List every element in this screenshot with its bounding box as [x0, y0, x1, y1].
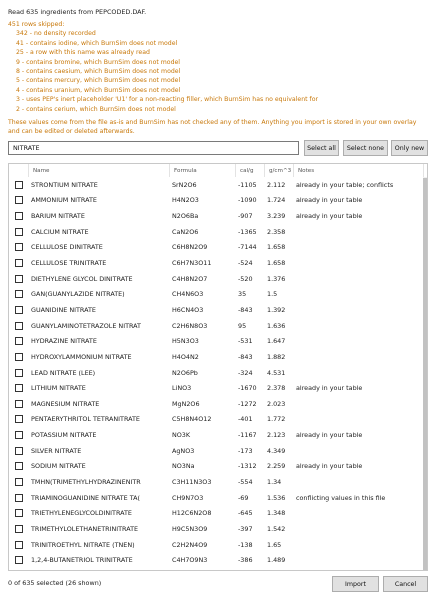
column-header-notes[interactable]: Notes	[294, 164, 424, 177]
cell-formula: SrN2O6	[172, 180, 197, 189]
cell-density: 1.882	[267, 352, 286, 361]
table-row[interactable]	[9, 490, 427, 506]
table-row[interactable]	[9, 318, 427, 334]
row-check-cell	[9, 337, 29, 345]
cell-density: 2.378	[267, 384, 286, 393]
cell-density: 2.259	[267, 462, 286, 471]
cell-name: GUANIDINE NITRATE	[31, 305, 96, 314]
cell-name: GAN(GUANYLAZIDE NITRATE)	[31, 290, 125, 299]
row-check-cell	[9, 447, 29, 455]
table-row[interactable]	[9, 365, 427, 381]
cell-cal: -397	[238, 524, 253, 533]
select-none-button[interactable]: Select none	[343, 140, 388, 156]
row-checkbox[interactable]	[15, 384, 23, 392]
cell-density: 1.65	[267, 540, 282, 549]
only-new-button[interactable]: Only new	[391, 140, 428, 156]
cell-cal: -401	[238, 415, 253, 424]
cell-cal: -1090	[238, 196, 257, 205]
cell-cal: -1670	[238, 384, 257, 393]
table-row[interactable]	[9, 286, 427, 302]
cell-name: SILVER NITRATE	[31, 446, 82, 455]
table-row[interactable]	[9, 208, 427, 224]
cell-formula: C3H11N3O3	[172, 477, 212, 486]
table-header	[9, 164, 427, 177]
cell-cal: -7144	[238, 243, 257, 252]
cell-cal: -1272	[238, 399, 257, 408]
cell-formula: MgN2O6	[172, 399, 200, 408]
cell-cal: -173	[238, 446, 253, 455]
row-checkbox[interactable]	[15, 478, 23, 486]
cell-density: 1.658	[267, 259, 286, 268]
cell-formula: AgNO3	[172, 446, 195, 455]
table-row[interactable]	[9, 552, 427, 568]
row-check-cell	[9, 353, 29, 361]
cell-name: TRIMETHYLOLETHANETRINITRATE	[31, 524, 139, 533]
cell-formula: H6CN4O3	[172, 305, 204, 314]
row-check-cell	[9, 478, 29, 486]
cell-name: AMMONIUM NITRATE	[31, 196, 97, 205]
log-line: 41 - contains iodine, which BurnSim does not model	[16, 39, 178, 47]
row-checkbox[interactable]	[15, 322, 23, 330]
row-check-cell	[9, 306, 29, 314]
cell-cal: -843	[238, 305, 253, 314]
cell-cal: 35	[238, 290, 247, 299]
cell-notes: already in your table	[296, 462, 363, 471]
cell-cal: 95	[238, 321, 247, 330]
cell-cal: -1365	[238, 227, 257, 236]
cell-density: 1.772	[267, 415, 286, 424]
cell-density: 1.392	[267, 305, 286, 314]
selection-status: 0 of 635 selected (26 shown)	[8, 579, 102, 587]
table-row[interactable]	[9, 505, 427, 521]
cell-cal: -520	[238, 274, 253, 283]
cell-cal: -843	[238, 352, 253, 361]
cell-name: CELLULOSE DINITRATE	[31, 243, 103, 252]
cell-density: 4.349	[267, 446, 286, 455]
cell-cal: -907	[238, 212, 253, 221]
row-checkbox[interactable]	[15, 275, 23, 283]
cell-cal: -645	[238, 509, 253, 518]
cell-cal: -324	[238, 368, 253, 377]
cell-formula: CaN2O6	[172, 227, 199, 236]
cell-cal: -386	[238, 556, 253, 565]
ingredient-table	[8, 163, 428, 571]
table-row[interactable]	[9, 177, 427, 193]
cell-name: TRINITROETHYL NITRATE (TNEN)	[31, 540, 135, 549]
table-row[interactable]	[9, 427, 427, 443]
log-line: 4 - contains uranium, which BurnSim does not model	[16, 86, 181, 94]
cell-notes: conflicting values in this file	[296, 493, 386, 502]
table-row[interactable]	[9, 224, 427, 240]
cell-formula: C6H8N2O9	[172, 243, 208, 252]
table-row[interactable]	[9, 521, 427, 537]
row-checkbox[interactable]	[15, 431, 23, 439]
cell-notes: already in your table	[296, 384, 363, 393]
cell-density: 1.542	[267, 524, 286, 533]
cell-name: GUANYLAMINOTETRAZOLE NITRAT	[31, 321, 141, 330]
cell-density: 3.239	[267, 212, 286, 221]
row-checkbox[interactable]	[15, 541, 23, 549]
cell-name: 1,2,4-BUTANETRIOL TRINITRATE	[31, 556, 133, 565]
row-check-cell	[9, 228, 29, 236]
cell-name: DIETHYLENE GLYCOL DINITRATE	[31, 274, 133, 283]
cell-formula: C2H6N8O3	[172, 321, 208, 330]
table-row[interactable]	[9, 537, 427, 553]
table-row[interactable]	[9, 459, 427, 475]
table-body	[9, 177, 427, 568]
row-checkbox[interactable]	[15, 353, 23, 361]
table-row[interactable]	[9, 302, 427, 318]
cell-name: BARIUM NITRATE	[31, 212, 85, 221]
intro-text: Read 635 ingredients from PEPCODED.DAF.	[8, 8, 147, 16]
row-check-cell	[9, 415, 29, 423]
log-line: 3 - uses PEP's inert placeholder 'U1' for a non-reacting filler, which BurnSim has no equivalent for	[16, 96, 319, 104]
cell-formula: C6H7N3O11	[172, 259, 212, 268]
cancel-button[interactable]: Cancel	[383, 576, 428, 592]
row-check-cell	[9, 541, 29, 549]
table-row[interactable]	[9, 333, 427, 349]
select-all-button[interactable]: Select all	[304, 140, 339, 156]
cell-name: PENTAERYTHRITOL TETRANITRATE	[31, 415, 140, 424]
cell-density: 1.34	[267, 477, 282, 486]
table-row[interactable]	[9, 396, 427, 412]
cell-formula: N2O6Pb	[172, 368, 198, 377]
cell-density: 2.112	[267, 180, 286, 189]
row-check-cell	[9, 494, 29, 502]
row-check-cell	[9, 556, 29, 564]
row-checkbox[interactable]	[15, 181, 23, 189]
cell-formula: H4N2O3	[172, 196, 199, 205]
row-checkbox[interactable]	[15, 290, 23, 298]
log-line: 5 - contains mercury, which BurnSim does not model	[16, 77, 181, 85]
cell-name: LEAD NITRATE (LEE)	[31, 368, 96, 377]
import-button[interactable]: Import	[332, 576, 379, 592]
row-check-cell	[9, 212, 29, 220]
row-check-cell	[9, 431, 29, 439]
cell-density: 2.358	[267, 227, 286, 236]
cell-cal: -531	[238, 337, 253, 346]
table-row[interactable]	[9, 443, 427, 459]
table-row[interactable]	[9, 349, 427, 365]
scrollbar-thumb[interactable]	[423, 178, 427, 570]
cell-name: HYDROXYLAMMONIUM NITRATE	[31, 352, 132, 361]
row-check-cell	[9, 462, 29, 470]
cell-density: 2.123	[267, 431, 286, 440]
row-checkbox[interactable]	[15, 494, 23, 502]
row-check-cell	[9, 509, 29, 517]
table-row[interactable]	[9, 271, 427, 287]
header-check	[9, 164, 29, 177]
cell-name: CALCIUM NITRATE	[31, 227, 89, 236]
cell-cal: -554	[238, 477, 253, 486]
cell-name: STRONTIUM NITRATE	[31, 180, 98, 189]
cell-density: 1.658	[267, 243, 286, 252]
cell-formula: H4O4N2	[172, 352, 199, 361]
row-checkbox[interactable]	[15, 415, 23, 423]
cell-density: 1.536	[267, 493, 286, 502]
cell-cal: -69	[238, 493, 249, 502]
row-checkbox[interactable]	[15, 228, 23, 236]
log-line: 2 - contains cerium, which BurnSim does not model	[16, 105, 176, 113]
cell-density: 1.376	[267, 274, 286, 283]
cell-cal: -138	[238, 540, 253, 549]
log-line: 9 - contains bromine, which BurnSim does not model	[16, 58, 181, 66]
row-check-cell	[9, 322, 29, 330]
cell-density: 1.647	[267, 337, 286, 346]
row-checkbox[interactable]	[15, 462, 23, 470]
log-line: 8 - contains caesium, which BurnSim does not model	[16, 68, 181, 76]
cell-density: 2.023	[267, 399, 286, 408]
cell-name: TRIETHYLENEGLYCOLDINITRATE	[31, 509, 132, 518]
cell-density: 1.636	[267, 321, 286, 330]
row-check-cell	[9, 243, 29, 251]
row-check-cell	[9, 181, 29, 189]
log-line: 342 - no density recorded	[16, 30, 96, 38]
cell-formula: C4H7O9N3	[172, 556, 208, 565]
row-checkbox[interactable]	[15, 337, 23, 345]
filter-input[interactable]	[8, 141, 299, 155]
table-row[interactable]	[9, 412, 427, 428]
cell-cal: -1167	[238, 431, 257, 440]
row-check-cell	[9, 400, 29, 408]
cell-formula: H12C6N2O8	[172, 509, 212, 518]
cell-notes: already in your table; conflicts	[296, 180, 394, 189]
row-checkbox[interactable]	[15, 525, 23, 533]
column-header-formula[interactable]: Formula	[170, 164, 236, 177]
cell-formula: C5H8N4O12	[172, 415, 212, 424]
cell-name: MAGNESIUM NITRATE	[31, 399, 100, 408]
column-header-cal[interactable]: cal/g	[236, 164, 265, 177]
log-line: 25 - a row with this name was already read	[16, 49, 150, 57]
cell-cal: -1312	[238, 462, 257, 471]
row-checkbox[interactable]	[15, 306, 23, 314]
cell-name: SODIUM NITRATE	[31, 462, 86, 471]
row-checkbox[interactable]	[15, 447, 23, 455]
row-checkbox[interactable]	[15, 212, 23, 220]
row-check-cell	[9, 259, 29, 267]
row-checkbox[interactable]	[15, 556, 23, 564]
cell-formula: C4H8N2O7	[172, 274, 208, 283]
cell-density: 1.724	[267, 196, 286, 205]
cell-name: TMHN(TRIMETHYLHYDRAZINENITR	[31, 477, 141, 486]
row-checkbox[interactable]	[15, 400, 23, 408]
row-check-cell	[9, 196, 29, 204]
table-row[interactable]	[9, 474, 427, 490]
cell-formula: LiNO3	[172, 384, 192, 393]
skip-log	[8, 20, 425, 113]
cell-formula: C2H2N4O9	[172, 540, 208, 549]
warning-text: These values come from the file as-is and BurnSim has not checked any of them. Anything you import is stored in your own overlay and can be edited or deleted afterwards.	[8, 119, 417, 136]
cell-formula: H9C5N3O9	[172, 524, 208, 533]
column-header-density[interactable]: g/cm^3	[265, 164, 294, 177]
log-line: 451 rows skipped:	[8, 21, 65, 28]
cell-name: POTASSIUM NITRATE	[31, 431, 97, 440]
cell-notes: already in your table	[296, 196, 363, 205]
column-header-name[interactable]: Name	[29, 164, 170, 177]
cell-notes: already in your table	[296, 431, 363, 440]
table-row[interactable]	[9, 193, 427, 209]
row-check-cell	[9, 384, 29, 392]
cell-formula: N2O6Ba	[172, 212, 199, 221]
cell-cal: -524	[238, 259, 253, 268]
row-check-cell	[9, 275, 29, 283]
row-checkbox[interactable]	[15, 196, 23, 204]
cell-density: 1.348	[267, 509, 286, 518]
cell-name: LITHIUM NITRATE	[31, 384, 86, 393]
cell-formula: NO3Na	[172, 462, 195, 471]
row-checkbox[interactable]	[15, 369, 23, 377]
cell-formula: H5N3O3	[172, 337, 199, 346]
table-row[interactable]	[9, 240, 427, 256]
row-checkbox[interactable]	[15, 259, 23, 267]
row-checkbox[interactable]	[15, 509, 23, 517]
row-checkbox[interactable]	[15, 243, 23, 251]
cell-formula: CH9N7O3	[172, 493, 204, 502]
row-check-cell	[9, 290, 29, 298]
cell-density: 1.5	[267, 290, 278, 299]
cell-name: HYDRAZINE NITRATE	[31, 337, 97, 346]
cell-formula: CH4N6O3	[172, 290, 204, 299]
cell-density: 4.531	[267, 368, 286, 377]
table-row[interactable]	[9, 255, 427, 271]
row-check-cell	[9, 525, 29, 533]
table-row[interactable]	[9, 380, 427, 396]
cell-notes: already in your table	[296, 212, 363, 221]
cell-formula: NO3K	[172, 431, 191, 440]
cell-density: 1.489	[267, 556, 286, 565]
row-check-cell	[9, 369, 29, 377]
cell-cal: -1105	[238, 180, 257, 189]
cell-name: TRIAMINOGUANIDINE NITRATE TA(	[31, 493, 141, 502]
cell-name: CELLULOSE TRINITRATE	[31, 259, 107, 268]
